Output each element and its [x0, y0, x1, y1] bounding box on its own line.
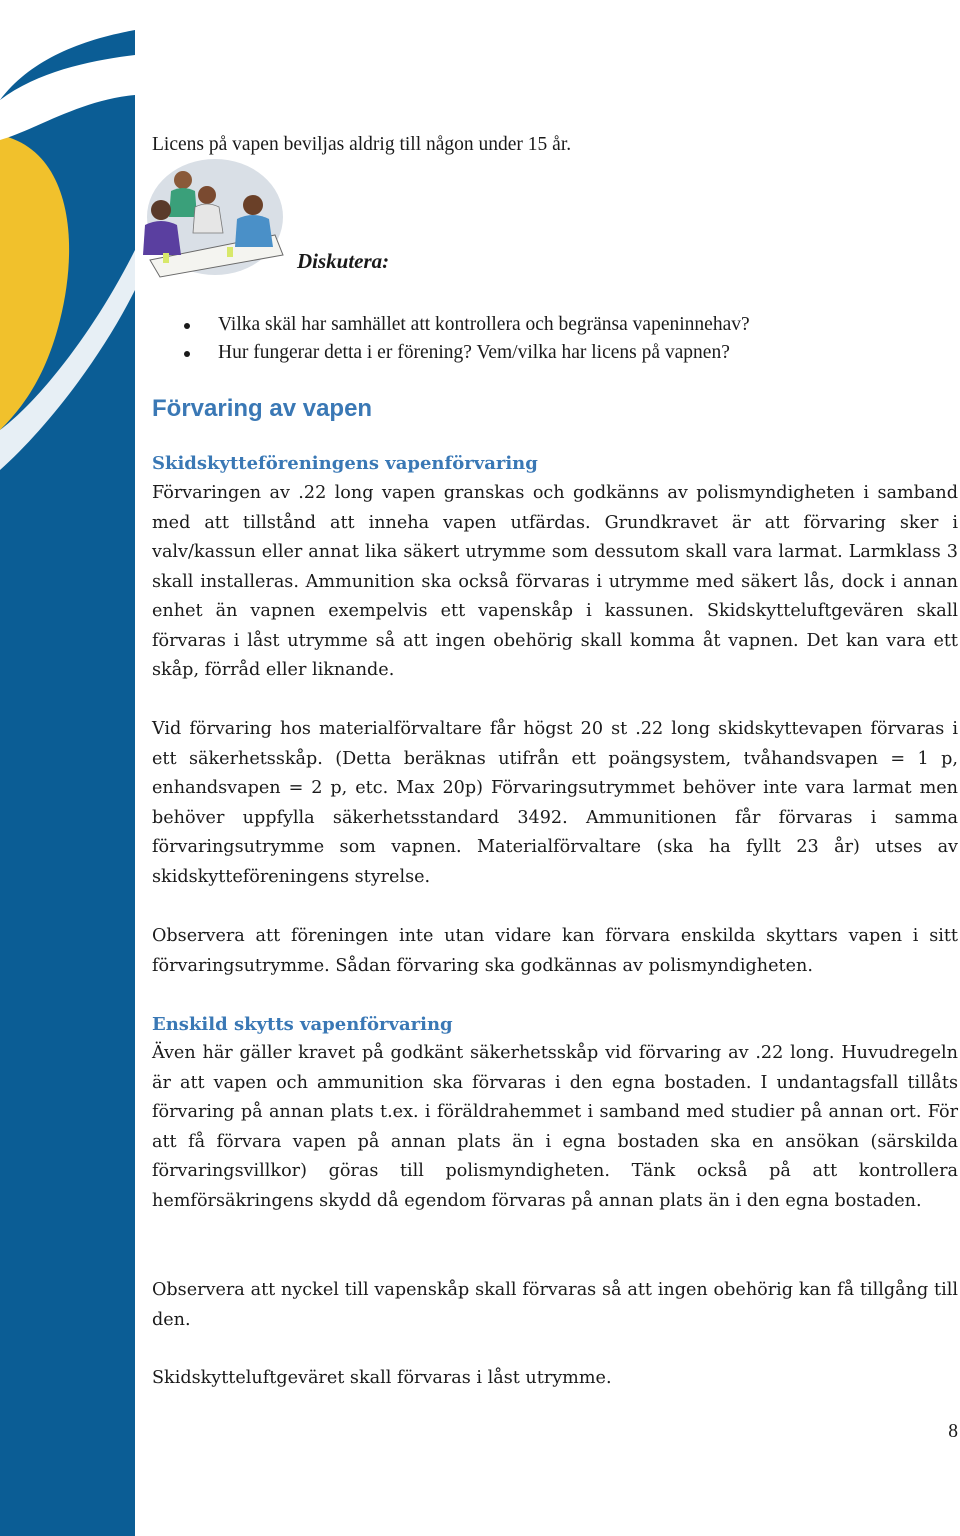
club-storage-paragraph: Förvaringen av .22 long vapen granskas och godkänns av polismyndigheten i samband med att tillstånd att inneha vapen utfärdas. Grundkravet är att förvaring sker i valv/kassun eller annat lika säkert utrymme som dessutom skall vara larmat. Larmklass 3 skall installeras. Ammunition ska också förvaras i utrymme med säkert lås, dock i annan enhet än vapnen exempelvis ett vapenskåp i kassunen. Skidskytteluftgevären skall förvaras i låst utrymme så att ingen obehörig skall komma åt vapnen. Det kan vara ett skåp, förråd eller liknande.: [152, 483, 958, 680]
personal-storage-heading: Enskild skytts vapenförvaring: [152, 1014, 453, 1035]
club-storage-heading: Skidskytteföreningens vapenförvaring: [152, 453, 538, 474]
bullet-icon: [184, 351, 190, 357]
people-meeting-clipart-icon: [135, 155, 285, 280]
discussion-questions: [152, 311, 958, 367]
personal-storage-paragraph: Skidskytteluftgeväret skall förvaras i låst utrymme.: [152, 1368, 612, 1388]
club-storage-paragraph: Vid förvaring hos materialförvaltare får högst 20 st .22 long skidskyttevapen förvaras i ett säkerhetsskåp. (Detta beräknas utifrån ett poängsystem, tvåhandsvapen = 1 p, enhandsvapen = 2 p, etc. Max 20p) Förvaringsutrymmet behöver inte vara larmat men behöver uppfylla säkerhetsstandard 3492. Ammunitionen får förvaras i samma förvaringsutrymme som vapnen. Materialförvaltare (ska ha fyllt 23 år) utses av skidskytteföreningens styrelse.: [152, 719, 958, 887]
sidebar-decoration: [0, 0, 135, 1536]
personal-storage-paragraph: Observera att nyckel till vapenskåp skall förvaras så att ingen obehörig kan få tillgång till den.: [152, 1280, 958, 1330]
discussion-label: Diskutera:: [297, 249, 390, 273]
club-storage-paragraph: Observera att föreningen inte utan vidare kan förvara enskilda skyttars vapen i sitt förvaringsutrymme. Sådan förvaring ska godkännas av polismyndigheten.: [152, 926, 958, 976]
license-age-statement: Licens på vapen beviljas aldrig till någon under 15 år.: [152, 134, 572, 155]
question-text: Vilka skäl har samhället att kontrollera och begränsa vapeninnehav?: [218, 314, 750, 335]
section-title: Förvaring av vapen: [152, 395, 373, 422]
list-item: [152, 311, 958, 339]
question-text: Hur fungerar detta i er förening? Vem/vilka har licens på vapnen?: [218, 342, 730, 363]
page-number: 8: [948, 1421, 958, 1442]
personal-storage-paragraph: Även här gäller kravet på godkänt säkerhetsskåp vid förvaring av .22 long. Huvudregeln är att vapen och ammunition ska förvaras i den egna bostaden. I undantagsfall tillåts förvaring på annan plats t.ex. i föräldrahemmet i samband med studier på annan ort. För att få förvara vapen på annan plats än i egna bostaden ska en ansökan (särskilda förvaringsvillkor) göras till polismyndigheten. Tänk också på att kontrollera hemförsäkringens skydd då egendom förvaras på annan plats än i den egna bostaden.: [152, 1043, 958, 1211]
list-item: [152, 339, 958, 367]
bullet-icon: [184, 323, 190, 329]
